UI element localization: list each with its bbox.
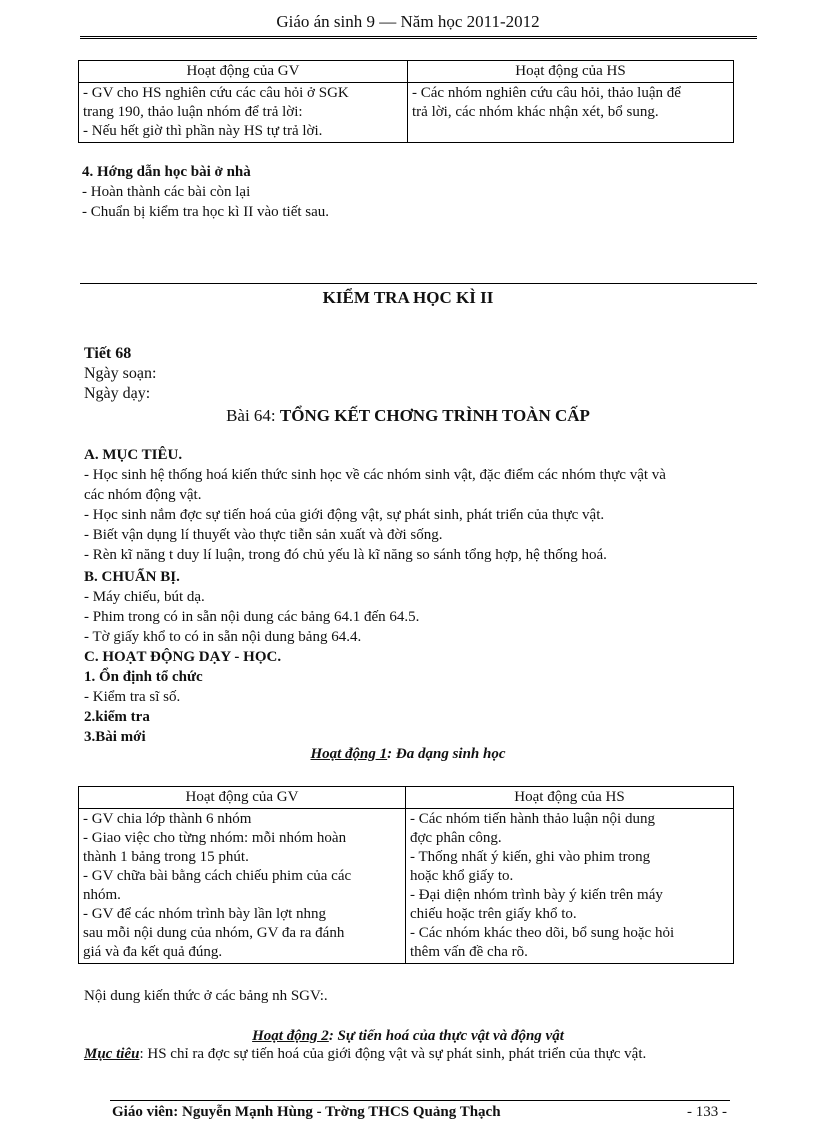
cell-line: sau mỗi nội dung của nhóm, GV đa ra đánh [83, 925, 345, 941]
page-number: - 133 - [687, 1104, 727, 1120]
cell-line: trang 190, thảo luận nhóm để trả lời: [83, 104, 303, 120]
cell-line: - GV cho HS nghiên cứu các câu hỏi ở SGK [83, 85, 349, 101]
gv-cell [79, 809, 406, 964]
activity2-objective [84, 1046, 646, 1063]
header-rule [80, 36, 757, 39]
cell-line: - Giao việc cho từng nhóm: mỗi nhóm hoàn [83, 830, 347, 846]
cell-line: - GV để các nhóm trình bày lần lợt nhng [83, 906, 327, 922]
homework-heading: 4. Hớng dẫn học bài ở nhà [82, 164, 251, 180]
objective-line: - Học sinh nắm đợc sự tiến hoá của giới động vật, sự phát sinh, phát triển của thực vật. [84, 507, 605, 523]
cell-line: - Đại diện nhóm trình bày ý kiến trên máy [410, 887, 663, 903]
gv-cell [79, 83, 408, 143]
footer-author: Giáo viên: Nguyễn Mạnh Hùng - Trờng THCS Quảng Thạch [112, 1104, 501, 1120]
hs-cell [408, 83, 734, 143]
exam-title: KIỂM TRA HỌC KÌ II [322, 288, 494, 307]
table-header-hs: Hoạt động của HS [408, 61, 734, 83]
cell-line: thêm vấn đề cha rõ. [410, 944, 528, 960]
page-footer [112, 1104, 727, 1121]
objective-text: : HS chỉ ra đợc sự tiến hoá của giới động vật và sự phát sinh, phát triển của thực vật. [139, 1046, 647, 1062]
step-one: 1. Ổn định tổ chức [84, 669, 203, 685]
activity1-name: : Đa dạng sinh học [387, 746, 506, 762]
objectives-heading: A. MỤC TIÊU. [84, 447, 183, 463]
cell-line: nhóm. [83, 887, 121, 903]
table-header-gv: Hoạt động của GV [79, 61, 408, 83]
activities-heading: C. HOẠT ĐỘNG DẠY - HỌC. [84, 649, 282, 665]
knowledge-note: Nội dung kiến thức ở các bảng nh SGV:. [84, 988, 328, 1004]
cell-line: hoặc khổ giấy to. [410, 868, 514, 884]
teach-date: Ngày dạy: [84, 385, 151, 402]
cell-line: - Các nhóm nghiên cứu câu hỏi, thảo luận để [412, 85, 681, 101]
section-divider [80, 283, 757, 284]
objective-line: các nhóm động vật. [84, 487, 202, 503]
objective-label: Mục tiêu [84, 1046, 140, 1062]
preparation-line: - Máy chiếu, bút dạ. [84, 589, 205, 605]
lesson-info [84, 344, 156, 404]
activity1-table [78, 786, 734, 964]
lesson-number: Bài 64: [226, 406, 276, 425]
cell-line: thành 1 bảng trong 15 phút. [83, 849, 249, 865]
section-objectives [84, 445, 734, 565]
cell-line: - Thống nhất ý kiến, ghi vào phim trong [410, 849, 651, 865]
activity2-label: Hoạt động 2 [252, 1028, 329, 1044]
cell-line: giá và đa kết quả đúng. [83, 944, 223, 960]
objective-line: - Biết vận dụng lí thuyết vào thực tiễn sản xuất và đời sống. [84, 527, 443, 543]
activity1-label: Hoạt động 1 [310, 746, 388, 762]
step-three: 3.Bài mới [84, 729, 146, 745]
prep-date: Ngày soạn: [84, 365, 157, 382]
cell-line: - Nếu hết giờ thì phần này HS tự trả lời. [83, 123, 323, 139]
footer-rule [110, 1100, 730, 1101]
hs-cell [406, 809, 734, 964]
preparation-heading: B. CHUẨN BỊ. [84, 569, 180, 585]
step-two: 2.kiểm tra [84, 709, 150, 725]
cell-line: đợc phân công. [410, 830, 502, 846]
section-activities [84, 647, 281, 747]
homework-item: - Hoàn thành các bài còn lại [82, 184, 251, 200]
cell-line: chiếu hoặc trên giấy khổ to. [410, 906, 577, 922]
activity2-name: : Sự tiến hoá của thực vật và động vật [328, 1028, 564, 1044]
table-header-gv: Hoạt động của GV [79, 787, 406, 809]
cell-line: - Các nhóm tiến hành thảo luận nội dung [410, 811, 655, 827]
cell-line: trả lời, các nhóm khác nhận xét, bổ sung. [412, 104, 659, 120]
lesson-title [0, 406, 816, 426]
table-header-hs: Hoạt động của HS [406, 787, 734, 809]
homework-section [82, 162, 329, 222]
cell-line: - Các nhóm khác theo dõi, bổ sung hoặc hỏi [410, 925, 675, 941]
section-preparation [84, 567, 419, 647]
cell-line: - GV chữa bài bằng cách chiếu phim của các [83, 868, 352, 884]
homework-item: - Chuẩn bị kiểm tra học kì II vào tiết sau. [82, 204, 330, 220]
activity-table-top [78, 60, 734, 143]
preparation-line: - Phim trong có in sẵn nội dung các bảng 64.1 đến 64.5. [84, 609, 420, 625]
objective-line: - Học sinh hệ thống hoá kiến thức sinh học về các nhóm sinh vật, đặc điểm các nhóm thực vật và [84, 467, 666, 483]
lesson-name: TỔNG KẾT CHƠNG TRÌNH TOÀN CẤP [279, 406, 590, 425]
page-header: Giáo án sinh 9 — Năm học 2011-2012 [276, 12, 540, 31]
activity1-title [0, 746, 816, 763]
objective-line: - Rèn kĩ năng t duy lí luận, trong đó chủ yếu là kĩ năng so sánh tổng hợp, hệ thống hoá. [84, 547, 607, 563]
lesson-period: Tiết 68 [84, 345, 132, 362]
preparation-line: - Tờ giấy khổ to có in sẵn nội dung bảng 64.4. [84, 629, 362, 645]
step-one-item: - Kiểm tra sĩ số. [84, 689, 181, 705]
activity2-title [0, 1028, 816, 1045]
cell-line: - GV chia lớp thành 6 nhóm [83, 811, 252, 827]
